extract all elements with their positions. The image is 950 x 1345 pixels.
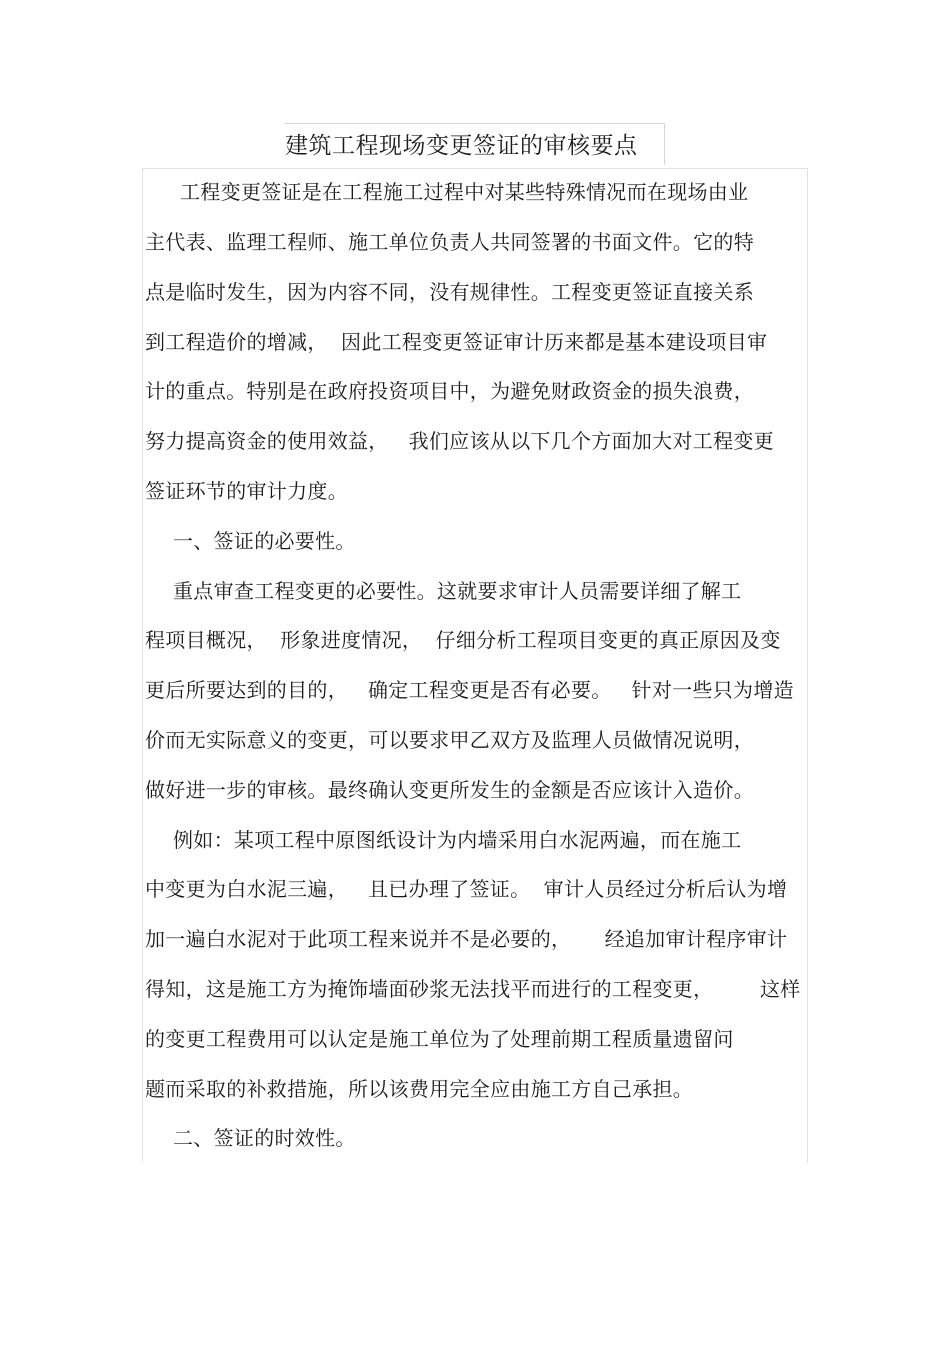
paragraph-line: 题而采取的补救措施，所以该费用完全应由施工方自己承担。 [145, 1077, 694, 1101]
body-frame [142, 168, 808, 1163]
document-title: 建筑工程现场变更签证的审核要点 [285, 133, 638, 159]
paragraph-line: 点是临时发生，因为内容不同，没有规律性。工程变更签证直接关系 [145, 280, 754, 304]
paragraph-line: 例如：某项工程中原图纸设计为内墙采用白水泥两遍，而在施工 [173, 828, 742, 852]
section-heading: 二、签证的时效性。 [173, 1126, 356, 1150]
paragraph-line: 中变更为白水泥三遍， 且已办理了签证。 审计人员经过分析后认为增 [145, 877, 788, 901]
paragraph-line: 主代表、监理工程师、施工单位负责人共同签署的书面文件。它的特 [145, 230, 754, 254]
paragraph-line: 程项目概况， 形象进度情况， 仔细分析工程项目变更的真正原因及变 [145, 628, 781, 652]
paragraph-line: 重点审查工程变更的必要性。这就要求审计人员需要详细了解工 [173, 579, 742, 603]
paragraph-line: 加一遍白水泥对于此项工程来说并不是必要的， 经追加审计程序审计 [145, 927, 788, 951]
paragraph-line: 价而无实际意义的变更，可以要求甲乙双方及监理人员做情况说明， [145, 728, 754, 752]
paragraph-line: 工程变更签证是在工程施工过程中对某些特殊情况而在现场由业 [180, 180, 749, 204]
paragraph-line: 计的重点。特别是在政府投资项目中，为避免财政资金的损失浪费， [145, 379, 754, 403]
paragraph-line: 签证环节的审计力度。 [145, 479, 348, 503]
paragraph-line: 努力提高资金的使用效益， 我们应该从以下几个方面加大对工程变更 [145, 429, 774, 453]
section-heading: 一、签证的必要性。 [173, 529, 356, 553]
paragraph-line: 的变更工程费用可以认定是施工单位为了处理前期工程质量遗留问 [145, 1027, 734, 1051]
paragraph-line: 到工程造价的增减， 因此工程变更签证审计历来都是基本建设项目审 [145, 330, 768, 354]
paragraph-line: 做好进一步的审核。最终确认变更所发生的金额是否应该计入造价。 [145, 778, 754, 802]
paragraph-line: 更后所要达到的目的， 确定工程变更是否有必要。 针对一些只为增造 [145, 678, 794, 702]
paragraph-line: 得知，这是施工方为掩饰墙面砂浆无法找平而进行的工程变更， 这样 [145, 977, 801, 1001]
